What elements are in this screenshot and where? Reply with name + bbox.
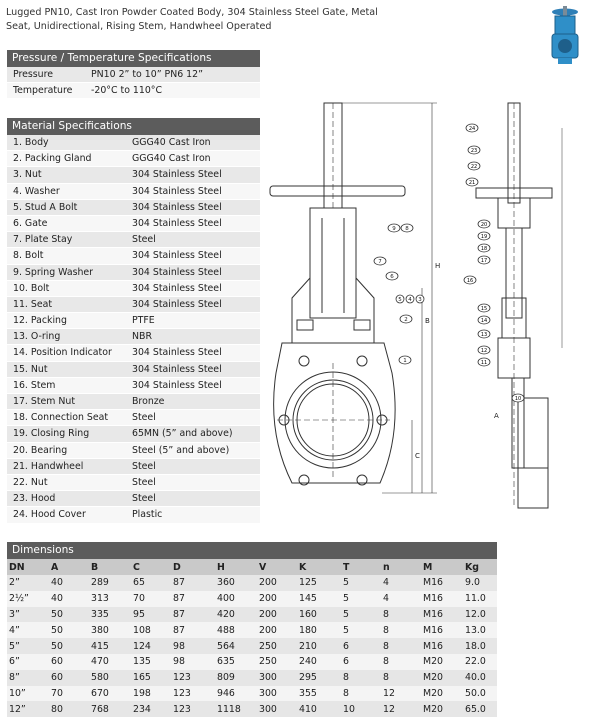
table-cell: 2” [7,575,49,591]
material-row [7,459,260,475]
table-cell: M16 [421,607,463,623]
table-cell: M20 [421,654,463,670]
table-row [7,575,497,591]
part-material: 304 Stainless Steel [132,266,222,278]
material-row [7,507,260,523]
table-cell: 12 [381,701,421,717]
material-row [7,345,260,361]
table-row [7,638,497,654]
pressure-temperature-panel [7,50,260,99]
dim-letter: C [415,452,420,460]
part-material: Steel (5” and above) [132,444,230,456]
part-name: 8. Bolt [13,250,44,262]
part-material: 304 Stainless Steel [132,379,222,391]
table-cell: 6” [7,654,49,670]
part-material: Steel [132,234,156,246]
table-cell: 135 [131,654,171,670]
material-specifications-panel [7,118,260,524]
table-cell: 564 [215,638,257,654]
table-cell: 98 [171,654,215,670]
table-cell: 200 [257,607,297,623]
table-cell: 200 [257,622,297,638]
table-cell: 40 [49,575,89,591]
table-row [7,670,497,686]
material-row [7,410,260,426]
table-cell: 470 [89,654,131,670]
table-cell: 18.0 [463,638,497,654]
part-material: 304 Stainless Steel [132,363,222,375]
table-cell: 98 [171,638,215,654]
table-cell: 124 [131,638,171,654]
table-cell: 8” [7,670,49,686]
callout-label: 17 [480,257,488,264]
table-cell: 3” [7,607,49,623]
table-cell: 12.0 [463,607,497,623]
table-cell: 13.0 [463,622,497,638]
table-cell: 50 [49,638,89,654]
table-cell: 123 [171,701,215,717]
material-row [7,362,260,378]
table-cell: 87 [171,575,215,591]
part-name: 6. Gate [13,217,48,229]
table-row [7,591,497,607]
table-cell: 295 [297,670,341,686]
part-name: 4. Washer [13,185,60,197]
table-cell: 380 [89,622,131,638]
table-cell: 65.0 [463,701,497,717]
table-cell: 8 [341,670,381,686]
table-cell: 250 [257,654,297,670]
table-row [7,686,497,702]
table-cell: 300 [257,686,297,702]
callout-label: 22 [470,163,478,170]
table-row [7,701,497,717]
table-cell: 5 [341,607,381,623]
part-name: 19. Closing Ring [13,428,90,440]
part-material: 304 Stainless Steel [132,347,222,359]
material-row [7,167,260,183]
valve-technical-drawing [262,98,596,516]
callout-label: 15 [480,305,488,312]
table-row [7,607,497,623]
part-name: 13. O-ring [13,331,61,343]
product-description: Lugged PN10, Cast Iron Powder Coated Body, 304 Stainless Steel Gate, Metal Seat, Unidirectional, Rising Stem, Handwheel Operated [6,7,378,32]
table-cell: 300 [257,701,297,717]
table-cell: 10 [341,701,381,717]
table-cell: 4 [381,575,421,591]
table-cell: 8 [381,607,421,623]
part-material: Steel [132,493,156,505]
part-name: 16. Stem [13,379,56,391]
part-name: 10. Bolt [13,282,50,294]
material-row [7,184,260,200]
part-material: Steel [132,460,156,472]
material-row [7,265,260,281]
dim-letter: H [435,262,441,270]
table-cell: 70 [131,591,171,607]
part-name: 9. Spring Washer [13,266,94,278]
table-cell: 355 [297,686,341,702]
table-cell: 670 [89,686,131,702]
material-row [7,151,260,167]
column-header: A [49,559,89,575]
callout-label: 21 [468,179,476,186]
callout-label: 6 [390,274,394,280]
part-material: Plastic [132,509,163,521]
callout-label: 1 [403,358,407,364]
part-name: 21. Handwheel [13,460,84,472]
table-cell: 8 [381,670,421,686]
part-material: GGG40 Cast Iron [132,153,211,165]
callout-label: 24 [468,125,476,132]
table-cell: 946 [215,686,257,702]
table-cell: 6 [341,654,381,670]
material-row [7,313,260,329]
spec-value: PN10 2” to 10” PN6 12” [91,69,203,80]
table-cell: 22.0 [463,654,497,670]
part-material: NBR [132,331,152,343]
column-header: n [381,559,421,575]
part-material: 304 Stainless Steel [132,250,222,262]
column-header: Kg [463,559,497,575]
table-cell: 5 [341,591,381,607]
callout-label: 9 [392,226,396,232]
material-row [7,200,260,216]
table-row [7,622,497,638]
table-cell: 65 [131,575,171,591]
material-row [7,216,260,232]
column-header: C [131,559,171,575]
callout-label: 13 [480,331,488,338]
table-cell: 123 [171,670,215,686]
table-cell: M20 [421,670,463,686]
material-row [7,135,260,151]
callout-label: 16 [466,277,474,284]
table-cell: 50.0 [463,686,497,702]
table-cell: 200 [257,591,297,607]
column-header: D [171,559,215,575]
table-cell: 12 [381,686,421,702]
table-cell: M16 [421,575,463,591]
column-header: T [341,559,381,575]
part-name: 12. Packing [13,315,67,327]
part-name: 14. Position Indicator [13,347,112,359]
table-cell: 125 [297,575,341,591]
part-name: 11. Seat [13,298,53,310]
dim-letter: A [494,412,499,420]
table-row [7,654,497,670]
table-cell: 488 [215,622,257,638]
part-material: Steel [132,476,156,488]
part-name: 15. Nut [13,363,48,375]
table-cell: 165 [131,670,171,686]
table-cell: 210 [297,638,341,654]
table-cell: 40.0 [463,670,497,686]
column-header: DN [7,559,49,575]
table-cell: 4 [381,591,421,607]
table-cell: 180 [297,622,341,638]
table-cell: 410 [297,701,341,717]
table-cell: M16 [421,638,463,654]
part-material: 65MN (5” and above) [132,428,233,440]
table-cell: 5” [7,638,49,654]
table-cell: 95 [131,607,171,623]
table-cell: 8 [381,638,421,654]
spec-row [7,67,260,83]
panel-title: Dimensions [7,542,497,559]
table-cell: 240 [297,654,341,670]
table-cell: 87 [171,591,215,607]
callout-label: 7 [378,259,382,265]
table-cell: 768 [89,701,131,717]
dimensions-panel [7,542,497,717]
material-row [7,329,260,345]
part-material: Steel [132,412,156,424]
material-row [7,297,260,313]
column-header: V [257,559,297,575]
callout-label: 20 [480,221,488,228]
panel-title: Pressure / Temperature Specifications [7,50,260,67]
material-row [7,248,260,264]
table-cell: 70 [49,686,89,702]
table-cell: M16 [421,622,463,638]
table-cell: 40 [49,591,89,607]
material-row [7,394,260,410]
table-cell: M20 [421,701,463,717]
callout-label: 12 [480,347,488,354]
dim-letter: B [425,317,430,325]
table-cell: 335 [89,607,131,623]
part-material: 304 Stainless Steel [132,169,222,181]
callout-label: 14 [480,317,488,324]
valve-product-thumbnail [540,2,590,72]
table-cell: 420 [215,607,257,623]
callout-label: 11 [480,359,488,366]
callout-label: 8 [405,226,409,232]
callout-label: 19 [480,233,488,240]
spec-label: Pressure [13,69,54,80]
table-cell: 108 [131,622,171,638]
material-row [7,378,260,394]
spec-label: Temperature [13,85,73,97]
table-cell: 635 [215,654,257,670]
part-name: 20. Bearing [13,444,68,456]
part-material: 304 Stainless Steel [132,217,222,229]
material-row [7,443,260,459]
part-material: GGG40 Cast Iron [132,137,211,148]
table-cell: 145 [297,591,341,607]
table-cell: 8 [341,686,381,702]
callout-label: 5 [398,297,402,303]
table-cell: 1118 [215,701,257,717]
table-cell: 9.0 [463,575,497,591]
table-cell: 2½” [7,591,49,607]
part-material: 304 Stainless Steel [132,185,222,197]
column-header: K [297,559,341,575]
table-cell: 8 [381,622,421,638]
table-cell: 60 [49,670,89,686]
table-cell: 809 [215,670,257,686]
part-material: PTFE [132,315,155,327]
part-name: 17. Stem Nut [13,396,76,407]
callout-label: 3 [418,297,422,303]
spec-value: -20°C to 110°C [91,85,163,97]
table-cell: 50 [49,607,89,623]
column-header: M [421,559,463,575]
part-name: 24. Hood Cover [13,509,86,521]
callout-label: 2 [404,317,408,323]
callout-label: 10 [514,395,522,402]
part-name: 18. Connection Seat [13,412,109,424]
table-cell: 12” [7,701,49,717]
part-name: 7. Plate Stay [13,234,73,246]
material-row [7,232,260,248]
table-cell: 160 [297,607,341,623]
part-name: 5. Stud A Bolt [13,201,78,213]
part-name: 1. Body [13,137,49,148]
panel-title: Material Specifications [7,118,260,135]
part-name: 23. Hood [13,493,56,505]
table-cell: 4” [7,622,49,638]
table-cell: 313 [89,591,131,607]
callout-label: 23 [470,147,478,154]
column-header: B [89,559,131,575]
table-cell: 60 [49,654,89,670]
table-cell: 6 [341,638,381,654]
table-cell: 5 [341,575,381,591]
callout-label: 18 [480,245,488,252]
table-cell: 360 [215,575,257,591]
table-cell: 10” [7,686,49,702]
table-cell: 8 [381,654,421,670]
material-row [7,475,260,491]
part-name: 3. Nut [13,169,42,181]
part-material: 304 Stainless Steel [132,282,222,294]
material-row [7,281,260,297]
spec-row [7,83,260,99]
table-cell: 289 [89,575,131,591]
part-material: Bronze [132,396,165,407]
material-row [7,491,260,507]
part-name: 22. Nut [13,476,48,488]
table-cell: 300 [257,670,297,686]
table-cell: 80 [49,701,89,717]
part-name: 2. Packing Gland [13,153,92,165]
table-cell: 415 [89,638,131,654]
table-cell: 250 [257,638,297,654]
table-cell: 198 [131,686,171,702]
part-material: 304 Stainless Steel [132,298,222,310]
table-cell: 11.0 [463,591,497,607]
dimensions-table [7,559,497,717]
table-cell: 87 [171,622,215,638]
table-cell: 5 [341,622,381,638]
table-cell: 234 [131,701,171,717]
callout-label: 4 [408,297,412,303]
table-cell: M20 [421,686,463,702]
table-cell: 87 [171,607,215,623]
column-header: H [215,559,257,575]
table-cell: 400 [215,591,257,607]
table-cell: 580 [89,670,131,686]
table-cell: 123 [171,686,215,702]
table-cell: M16 [421,591,463,607]
table-cell: 200 [257,575,297,591]
table-cell: 50 [49,622,89,638]
material-row [7,426,260,442]
part-material: 304 Stainless Steel [132,201,222,213]
